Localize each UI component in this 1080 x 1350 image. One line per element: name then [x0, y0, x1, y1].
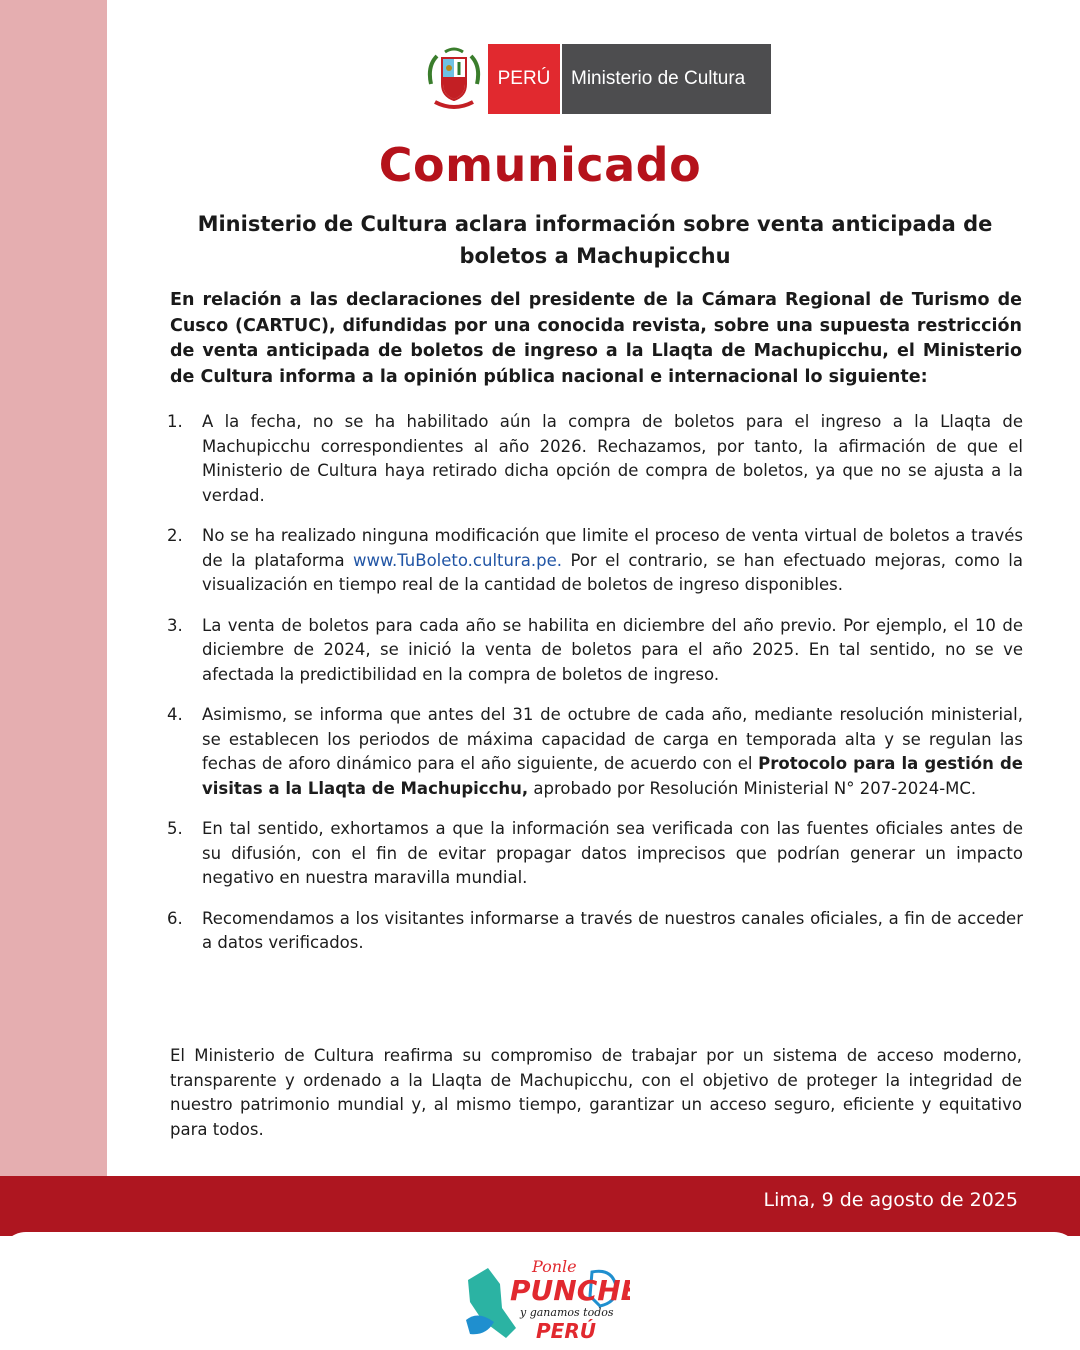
item-text: En tal sentido, exhortamos a que la información sea verificada con las fuentes oficiales antes de su difusión, con el fin de evitar propagar datos imprecisos que podrían generar un impacto negativo en nuestra maravilla mundial. [202, 819, 1023, 887]
document-date: Lima, 9 de agosto de 2025 [763, 1189, 1018, 1211]
item-text: aprobado por Resolución Ministerial N° 207-2024-MC. [528, 778, 977, 798]
item-text: No se ha realizado ninguna modificación que limite el proceso de venta virtual de boletos a través de la plataforma [202, 526, 1023, 570]
page-title: Comunicado [378, 138, 702, 192]
list-item [167, 524, 1023, 598]
item-number: 5. [167, 819, 183, 838]
item-text: Asimismo, se informa que antes del 31 de octubre de cada año, mediante resolución ministerial, se establecen los periodos de máxima capacidad de carga en temporada alta y se regulan las fechas de aforo dinámico para el año siguiente, de acuerdo con el [202, 705, 1023, 773]
item-text: A la fecha, no se ha habilitado aún la compra de boletos para el ingreso a la Llaqta de Machupicchu correspondientes al año 2026. Rechazamos, por tanto, la afirmación de que el Ministerio de Cultura haya retirado dicha opción de compra de boletos, ya que no se ajusta a la verdad. [202, 412, 1023, 505]
item-text: Recomendamos a los visitantes informarse a través de nuestros canales oficiales, a fin de acceder a datos verificados. [202, 908, 1023, 952]
ministry-header-logo [425, 44, 771, 114]
item-number: 3. [167, 615, 183, 635]
ministry-brand-label: Ministerio de Cultura [562, 44, 771, 114]
closing-paragraph: El Ministerio de Cultura reafirma su compromiso de trabajar por un sistema de acceso moderno, transparente y ordenado a la Llaqta de Machupicchu, con el objetivo de proteger la integridad de nuestro patrimonio mundial y, al mismo tiempo, garantizar un acceso seguro, eficiente y equitativo para todos. [170, 1046, 1022, 1139]
intro-paragraph: En relación a las declaraciones del presidente de la Cámara Regional de Turismo de Cusco (CARTUC), difundidas por una conocida revista, sobre una supuesta restricción de venta anticipada de boletos de ingreso a la Llaqta de Machupicchu, el Ministerio de Cultura informa a la opinión pública nacional e internacional lo siguiente: [170, 290, 1022, 387]
statement-list [167, 410, 1023, 972]
item-number: 6. [167, 908, 183, 928]
protocol-name: Protocolo para la gestión de visitas a la Llaqta de Machupicchu, [202, 754, 1023, 798]
list-item [167, 614, 1023, 688]
peru-brand-label: PERÚ [488, 44, 560, 114]
item-number: 2. [167, 526, 183, 545]
logo-text-slogan: y ganamos todos [520, 1306, 614, 1319]
list-item [167, 817, 1023, 891]
logo-text-ponle: Ponle [532, 1257, 577, 1276]
item-text: Por el contrario, se han efectuado mejoras, como la visualización en tiempo real de la cantidad de boletos de ingreso disponibles. [202, 550, 1023, 594]
list-item [167, 907, 1023, 956]
page-subtitle: Ministerio de Cultura aclara información sobre venta anticipada de boletos a Machupicchu [197, 212, 993, 268]
tuboleto-link[interactable]: www.TuBoleto.cultura.pe. [353, 550, 562, 570]
national-shield-icon [425, 44, 483, 114]
item-text: La venta de boletos para cada año se habilita en diciembre del año previo. Por ejemplo, el 10 de diciembre de 2024, se inició la venta de boletos para el año 2025. En tal sentido, no se ve afectada la predictibilidad en la compra de boletos de ingreso. [202, 615, 1023, 684]
item-number: 4. [167, 705, 183, 724]
list-item [167, 703, 1023, 801]
logo-text-punche: PUNCHE [510, 1274, 630, 1307]
list-item [167, 410, 1023, 508]
ponle-punche-logo [460, 1250, 630, 1345]
item-number: 1. [167, 412, 183, 431]
logo-text-peru: PERÚ [536, 1319, 596, 1343]
